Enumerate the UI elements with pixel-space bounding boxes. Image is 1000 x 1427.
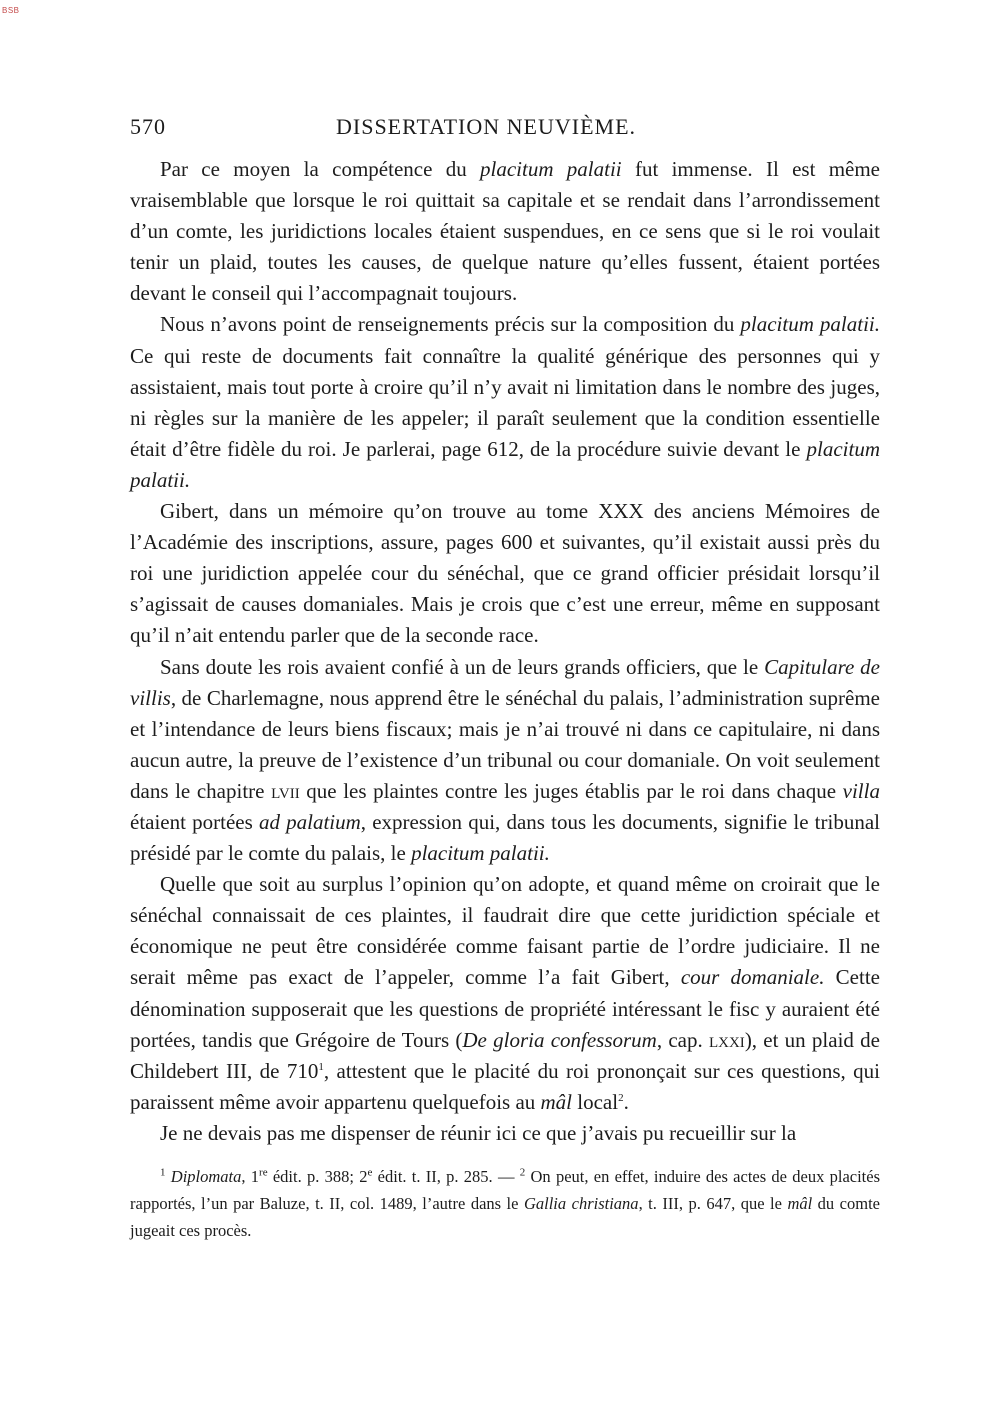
paragraph: [130, 1118, 880, 1149]
text-run: édit. p. 388; 2: [267, 1167, 368, 1186]
text-run: , de Charlemagne, nous apprend être le sénéchal du palais, l’administration suprême et l’intendance de leurs biens fiscaux; mais je n’ai trouvé ni dans ce capitulaire, ni dans aucun autre, la preuve de l’existence d’un tribunal ou cour domaniale. On voit seulement dans le chapitre: [130, 685, 880, 803]
text-run: édit. t. II, p. 285. —: [372, 1167, 520, 1186]
chapter-title: DISSERTATION NEUVIÈME.: [336, 114, 637, 139]
italic-text: villa: [842, 778, 880, 803]
italic-text: mâl: [540, 1089, 573, 1114]
footnotes: [130, 1163, 880, 1244]
paragraph: [130, 309, 880, 496]
running-head: [130, 114, 880, 150]
italic-text: Diplomata: [170, 1167, 242, 1186]
text-run: , expression qui, dans tous les documents, signifie le tribunal présidé par le comte du palais, le: [130, 809, 881, 866]
text-run: Ce qui reste de documents fait connaître la qualité générique des personnes qui y assistaient, mais tout porte à croire qu’il n’y avait ni limitation dans le nombre des juges, ni règles sur la manière de les appeler; il paraît seulement que la condition essentielle était d’être fidèle du roi. Je parlerai, page 612, de la procédure suivie devant le: [130, 343, 880, 461]
page-text-block: [130, 114, 880, 1244]
text-run: Par ce moyen la compétence du: [160, 157, 481, 181]
footnote: [130, 1163, 880, 1244]
italic-text: De gloria confessorum: [462, 1027, 657, 1052]
text-run: Je ne devais pas me dispenser de réunir ici ce que j’avais pu recueillir sur la: [160, 1120, 797, 1145]
note-reference: 2: [618, 1091, 624, 1104]
note-reference: re: [259, 1166, 268, 1179]
text-run: Gibert, dans un mémoire qu’on trouve au tome XXX des anciens Mémoires de l’Académie des inscriptions, assure, pages 600 et suivantes, qu’il existait aussi près du roi une juridiction appelée cour du sénéchal, que ce grand officier présidait lorsqu’il s’agissait de causes domaniales. Mais je crois que c’est une erreur, même en supposant qu’il n’ait entendu parler que de la seconde race.: [130, 499, 880, 648]
italic-text: Capitulare de villis: [130, 654, 881, 710]
italic-text: ad palatium: [258, 809, 361, 834]
text-run: que les plaintes contre les juges établis par le roi dans chaque: [299, 778, 843, 803]
small-caps-text: lxxi: [708, 1027, 745, 1052]
paragraph: [130, 154, 880, 309]
text-run: Cette dénomination supposerait que les questions de propriété intéressant le fisc y auraient été portées, tandis que Grégoire de Tours (: [130, 965, 880, 1052]
paragraph: [130, 869, 880, 1118]
text-run: , cap.: [656, 1027, 709, 1052]
italic-text: cour domaniale.: [680, 965, 825, 990]
text-run: Quelle que soit au surplus l’opinion qu’on adopte, et quand même on croirait que le sénéchal connaissait de ces plaintes, il faudrait dire que cette juridiction spéciale et économique ne peut être considérée comme faisant partie de l’ordre judiciaire. Il ne serait même pas exact de l’appeler, comme l’a fait Gibert,: [130, 872, 880, 990]
text-run: fut immense. Il est même vraisemblable que lorsque le roi quittait sa capitale et se rendait dans l’arrondissement d’un comte, les juridictions locales étaient suspendues, en ce sens que si le roi voulait tenir un plaid, toutes les causes, de quelque nature qu’elles fussent, étaient portées devant le conseil qui l’accompagnait toujours.: [130, 157, 881, 306]
italic-text: mâl: [787, 1194, 813, 1213]
text-run: , 1: [241, 1167, 260, 1186]
italic-text: placitum palatii.: [740, 312, 881, 337]
text-run: Sans doute les rois avaient confié à un de leurs grands officiers, que le: [160, 654, 765, 679]
paragraph: [130, 652, 880, 870]
note-reference: 1: [318, 1060, 324, 1073]
note-reference: 1: [160, 1166, 166, 1179]
text-run: , t. III, p. 647, que le: [638, 1194, 788, 1213]
text-run: .: [623, 1089, 629, 1114]
text-run: Nous n’avons point de renseignements précis sur la composition du: [160, 312, 741, 337]
italic-text: placitum palatii.: [130, 436, 880, 492]
italic-text: placitum palatii: [480, 157, 622, 181]
italic-text: Gallia christiana: [523, 1194, 639, 1213]
text-run: du comte jugeait ces procès.: [130, 1194, 880, 1240]
italic-text: placitum palatii.: [411, 841, 550, 866]
text-run: local: [572, 1089, 619, 1114]
text-run: , attestent que le placité du roi prononçait sur ces questions, qui paraissent même avoir appartenu quelquefois au: [130, 1058, 880, 1114]
paragraph: [130, 496, 880, 651]
note-reference: 2: [519, 1166, 526, 1179]
text-run: ), et un plaid de Childebert III, de 710: [130, 1027, 880, 1083]
text-run: On peut, en effet, induire des actes de deux placités rapportés, l’un par Baluze, t. II, col. 1489, l’autre dans le: [130, 1167, 881, 1213]
library-stamp: BSB: [2, 6, 20, 15]
note-reference: e: [367, 1166, 373, 1179]
small-caps-text: lvii: [271, 778, 300, 803]
page-number: 570: [130, 114, 166, 139]
text-run: étaient portées: [130, 809, 259, 834]
